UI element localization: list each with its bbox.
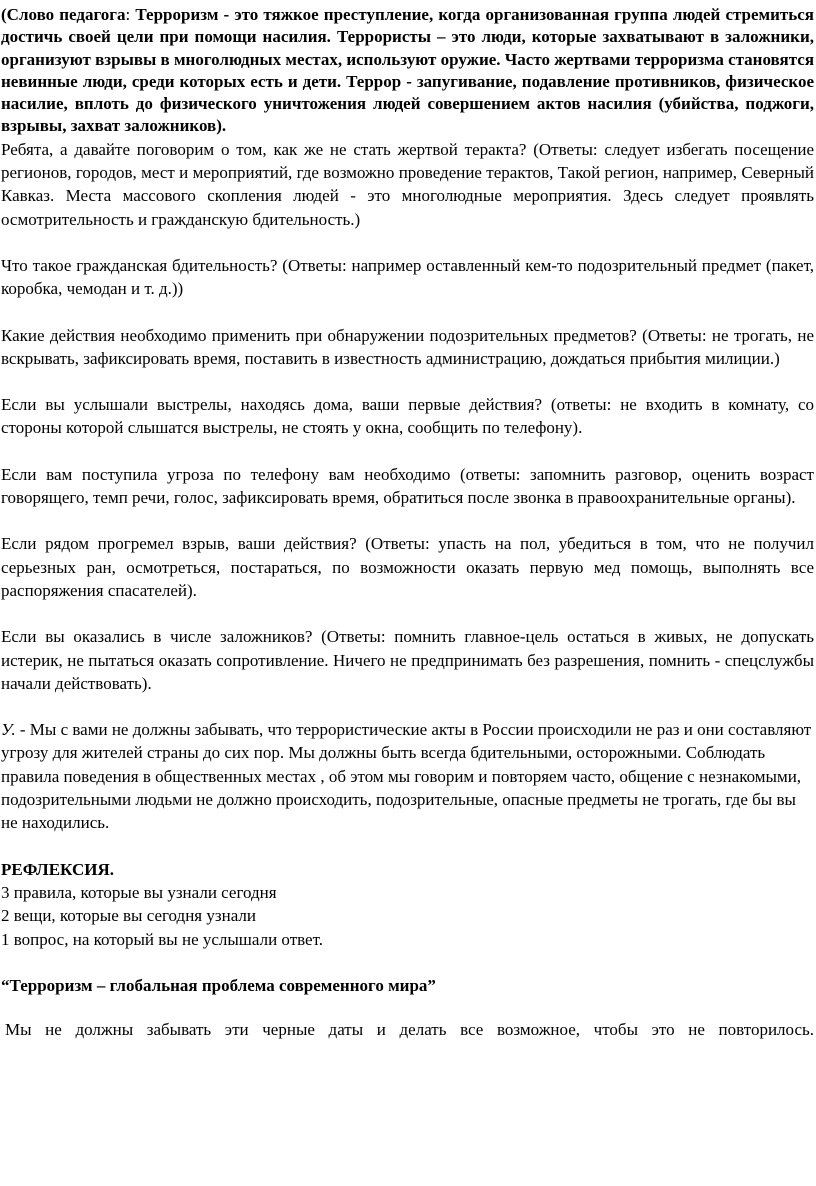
phone-threat-paragraph: Если вам поступила угроза по телефону вам необходимо (ответы: запомнить разговор, оценить возраст говорящего, темп речи, голос, зафиксировать время, обратиться после звонка в правоохранительные органы). xyxy=(1,464,814,508)
colon: : xyxy=(125,5,131,24)
teacher-label: Слово педагога xyxy=(6,5,126,24)
definition-terror: - запугивание, подавление противников, физическое насилие, вплоть до физического уничтожения людей совершением актов насилия (убийства, поджоги, взрывы, захват заложников). xyxy=(1,71,814,136)
open-paren: ( xyxy=(1,5,7,24)
definition-terrorists: это люди, которые захватывают в заложники, организуют взрывы в многолюдных местах, используют оружие. Часто жертвами терроризма становятся невинные люди, среди которых есть и дети. xyxy=(1,27,815,91)
explosion-paragraph: Если рядом прогремел взрыв, ваши действия? (Ответы: упасть на пол, убедиться в том, что не получил серьезных ран, осмотреться, постараться, по возможности оказать первую мед помощь, выполнять все распоряжения спасателей). xyxy=(1,534,814,600)
reflection-item: 3 правила, которые вы узнали сегодня xyxy=(1,882,277,902)
teacher-remark-text: - Мы с вами не должны забывать, что террористические акты в России происходили не раз и они составляют угрозу для жителей страны до сих пор. Мы должны быть всегда бдительными, осторожными. Соблюдать правила поведения в общественных местах , об этом мы говорим и повторяем часто, общение с незнакомыми, подозрительными людьми не должно происходить, подозрительные, опасные предметы не трогать, где бы вы не находились. xyxy=(1,720,812,833)
victim-paragraph: Ребята, а давайте поговорим о том, как же не стать жертвой теракта? (Ответы: следует избегать посещение регионов, городов, мест и мероприятий, где возможно проведение терактов, Такой регион, например, Северный Кавказ. Места массового скопления людей - это многолюдные мероприятия. Здесь следует проявлять осмотрительность и гражданскую бдительность.) xyxy=(1,139,814,229)
topic-title: “Терроризм – глобальная проблема современного мира” xyxy=(1,975,436,995)
vigilance-paragraph: Что такое гражданская бдительность? (Ответы: например оставленный кем-то подозрительный предмет (пакет, коробка, чемодан и т. д.)) xyxy=(1,255,814,299)
term-terrorism: Терроризм xyxy=(135,5,219,24)
teacher-remark-paragraph xyxy=(1,718,814,834)
reflection-title: РЕФЛЕКСИЯ. xyxy=(1,859,114,879)
suspicious-items-paragraph: Какие действия необходимо применить при обнаружении подозрительных предметов? (Ответы: не трогать, не вскрывать, зафиксировать время, поставить в известность администрацию, дождаться прибытия милиции.) xyxy=(1,325,814,368)
term-terrorists: Террористы – xyxy=(336,27,446,47)
reflection-item: 2 вещи, которые вы сегодня узнали xyxy=(1,906,256,926)
reflection-item: 1 вопрос, на который вы не услышали ответ. xyxy=(1,929,324,949)
closing-paragraph: Мы не должны забывать эти черные даты и делать все возможное, чтобы это не повторилось. xyxy=(5,1020,814,1040)
term-terror: Террор xyxy=(346,71,402,91)
intro-paragraph xyxy=(1,4,814,138)
shots-paragraph: Если вы услышали выстрелы, находясь дома, ваши первые действия? (ответы: не входить в комнату, со стороны которой слышатся выстрелы, не стоять у окна, сообщить по телефону). xyxy=(1,395,814,438)
teacher-speaker: У. xyxy=(1,720,16,740)
definition-terrorism: - это тяжкое преступление, когда организованная группа людей стремиться достичь своей цели при помощи насилия. xyxy=(1,5,815,47)
hostages-paragraph: Если вы оказались в числе заложников? (Ответы: помнить главное-цель остаться в живых, не допускать истерик, не пытаться оказать сопротивление. Ничего не предпринимать без разрешения, помнить - спецслужбы начали действовать). xyxy=(1,627,814,693)
